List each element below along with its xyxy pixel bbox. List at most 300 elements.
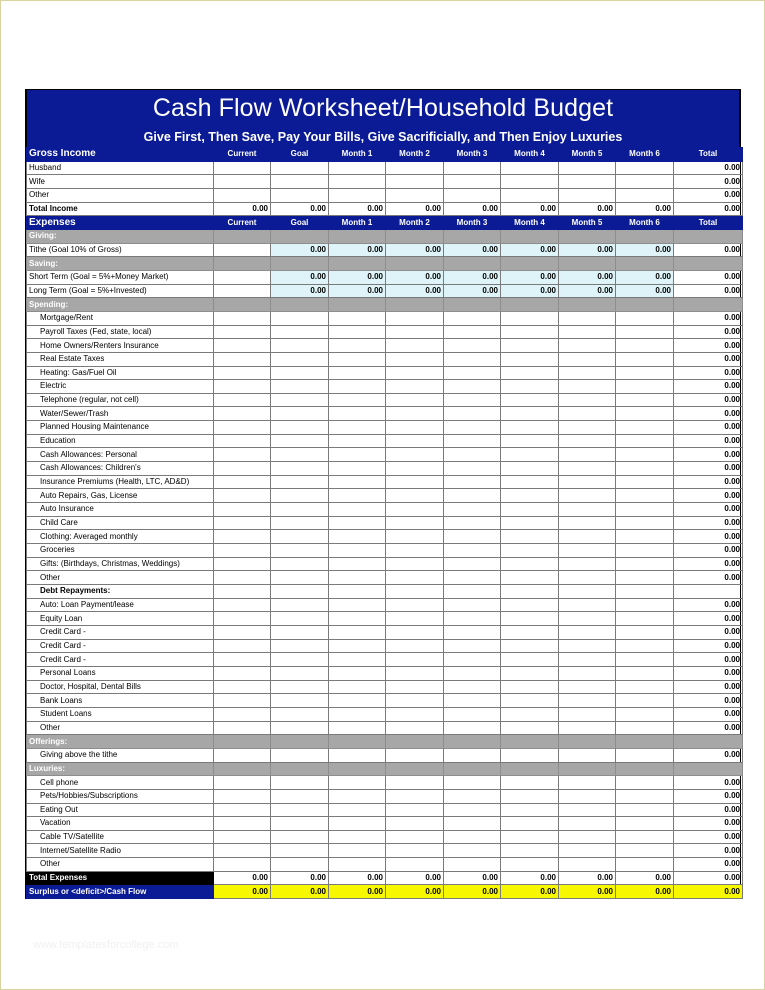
entry-cell[interactable]: [386, 789, 444, 803]
entry-cell[interactable]: [386, 776, 444, 790]
goal-value[interactable]: 0.00: [501, 243, 559, 257]
entry-cell[interactable]: [444, 544, 501, 558]
entry-cell[interactable]: [386, 721, 444, 735]
goal-value[interactable]: 0.00: [329, 270, 386, 284]
entry-cell[interactable]: [501, 380, 559, 394]
entry-cell[interactable]: [501, 475, 559, 489]
entry-cell[interactable]: [214, 325, 271, 339]
entry-cell[interactable]: [616, 407, 674, 421]
entry-cell[interactable]: [271, 612, 329, 626]
entry-cell[interactable]: [501, 830, 559, 844]
entry-cell[interactable]: [501, 544, 559, 558]
goal-value[interactable]: 0.00: [271, 270, 329, 284]
entry-cell[interactable]: [559, 366, 616, 380]
goal-value[interactable]: 0.00: [559, 243, 616, 257]
entry-cell[interactable]: [271, 339, 329, 353]
entry-cell[interactable]: [214, 448, 271, 462]
entry-cell[interactable]: [329, 844, 386, 858]
entry-cell[interactable]: [271, 475, 329, 489]
entry-cell[interactable]: [386, 680, 444, 694]
entry-cell[interactable]: [271, 544, 329, 558]
entry-cell[interactable]: [501, 653, 559, 667]
entry-cell[interactable]: [559, 421, 616, 435]
entry-cell[interactable]: [214, 175, 271, 189]
entry-cell[interactable]: [559, 448, 616, 462]
entry-cell[interactable]: [214, 707, 271, 721]
entry-cell[interactable]: [444, 571, 501, 585]
entry-cell[interactable]: [214, 789, 271, 803]
entry-cell[interactable]: [271, 598, 329, 612]
entry-cell[interactable]: [329, 612, 386, 626]
entry-cell[interactable]: [444, 653, 501, 667]
entry-cell[interactable]: [214, 544, 271, 558]
entry-cell[interactable]: [214, 530, 271, 544]
entry-cell[interactable]: [329, 625, 386, 639]
entry-cell[interactable]: [616, 380, 674, 394]
goal-value[interactable]: 0.00: [271, 284, 329, 298]
entry-cell[interactable]: [444, 352, 501, 366]
entry-cell[interactable]: [386, 161, 444, 175]
entry-cell[interactable]: [214, 653, 271, 667]
entry-cell[interactable]: [616, 639, 674, 653]
goal-value[interactable]: 0.00: [329, 243, 386, 257]
entry-cell[interactable]: [214, 489, 271, 503]
entry-cell[interactable]: [444, 434, 501, 448]
entry-cell[interactable]: [329, 393, 386, 407]
entry-cell[interactable]: [501, 639, 559, 653]
goal-value[interactable]: 0.00: [559, 284, 616, 298]
entry-cell[interactable]: [559, 625, 616, 639]
entry-cell[interactable]: [214, 666, 271, 680]
goal-value[interactable]: 0.00: [329, 284, 386, 298]
entry-cell[interactable]: [214, 270, 271, 284]
entry-cell[interactable]: [386, 844, 444, 858]
entry-cell[interactable]: [271, 694, 329, 708]
entry-cell[interactable]: [386, 489, 444, 503]
entry-cell[interactable]: [329, 789, 386, 803]
entry-cell[interactable]: [501, 817, 559, 831]
entry-cell[interactable]: [501, 393, 559, 407]
entry-cell[interactable]: [329, 557, 386, 571]
entry-cell[interactable]: [386, 707, 444, 721]
entry-cell[interactable]: [559, 776, 616, 790]
entry-cell[interactable]: [271, 557, 329, 571]
entry-cell[interactable]: [386, 339, 444, 353]
entry-cell[interactable]: [616, 475, 674, 489]
entry-cell[interactable]: [616, 803, 674, 817]
entry-cell[interactable]: [271, 721, 329, 735]
entry-cell[interactable]: [616, 448, 674, 462]
entry-cell[interactable]: [271, 803, 329, 817]
entry-cell[interactable]: [271, 789, 329, 803]
entry-cell[interactable]: [329, 530, 386, 544]
entry-cell[interactable]: [214, 694, 271, 708]
entry-cell[interactable]: [559, 325, 616, 339]
entry-cell[interactable]: [559, 557, 616, 571]
entry-cell[interactable]: [559, 161, 616, 175]
entry-cell[interactable]: [444, 748, 501, 762]
entry-cell[interactable]: [329, 803, 386, 817]
entry-cell[interactable]: [271, 325, 329, 339]
goal-value[interactable]: 0.00: [616, 284, 674, 298]
goal-value[interactable]: 0.00: [444, 284, 501, 298]
entry-cell[interactable]: [214, 639, 271, 653]
entry-cell[interactable]: [444, 407, 501, 421]
entry-cell[interactable]: [386, 803, 444, 817]
entry-cell[interactable]: [386, 858, 444, 872]
entry-cell[interactable]: [214, 421, 271, 435]
entry-cell[interactable]: [559, 612, 616, 626]
entry-cell[interactable]: [501, 844, 559, 858]
entry-cell[interactable]: [329, 462, 386, 476]
entry-cell[interactable]: [616, 188, 674, 202]
entry-cell[interactable]: [271, 434, 329, 448]
entry-cell[interactable]: [271, 844, 329, 858]
entry-cell[interactable]: [501, 530, 559, 544]
entry-cell[interactable]: [214, 380, 271, 394]
entry-cell[interactable]: [329, 817, 386, 831]
entry-cell[interactable]: [214, 407, 271, 421]
entry-cell[interactable]: [214, 612, 271, 626]
entry-cell[interactable]: [559, 188, 616, 202]
entry-cell[interactable]: [616, 694, 674, 708]
entry-cell[interactable]: [559, 639, 616, 653]
entry-cell[interactable]: [271, 503, 329, 517]
entry-cell[interactable]: [501, 462, 559, 476]
entry-cell[interactable]: [329, 188, 386, 202]
entry-cell[interactable]: [559, 803, 616, 817]
entry-cell[interactable]: [559, 407, 616, 421]
entry-cell[interactable]: [329, 311, 386, 325]
entry-cell[interactable]: [501, 680, 559, 694]
entry-cell[interactable]: [616, 489, 674, 503]
entry-cell[interactable]: [444, 844, 501, 858]
entry-cell[interactable]: [386, 516, 444, 530]
entry-cell[interactable]: [214, 680, 271, 694]
entry-cell[interactable]: [501, 694, 559, 708]
entry-cell[interactable]: [501, 516, 559, 530]
entry-cell[interactable]: [501, 325, 559, 339]
entry-cell[interactable]: [559, 858, 616, 872]
entry-cell[interactable]: [559, 380, 616, 394]
entry-cell[interactable]: [559, 475, 616, 489]
entry-cell[interactable]: [559, 544, 616, 558]
entry-cell[interactable]: [444, 598, 501, 612]
entry-cell[interactable]: [271, 188, 329, 202]
entry-cell[interactable]: [501, 612, 559, 626]
entry-cell[interactable]: [616, 434, 674, 448]
entry-cell[interactable]: [214, 516, 271, 530]
entry-cell[interactable]: [386, 448, 444, 462]
entry-cell[interactable]: [329, 830, 386, 844]
entry-cell[interactable]: [271, 366, 329, 380]
entry-cell[interactable]: [386, 625, 444, 639]
entry-cell[interactable]: [271, 776, 329, 790]
entry-cell[interactable]: [559, 817, 616, 831]
entry-cell[interactable]: [386, 530, 444, 544]
entry-cell[interactable]: [386, 352, 444, 366]
entry-cell[interactable]: [559, 175, 616, 189]
entry-cell[interactable]: [214, 503, 271, 517]
entry-cell[interactable]: [501, 503, 559, 517]
goal-value[interactable]: 0.00: [386, 284, 444, 298]
entry-cell[interactable]: [616, 393, 674, 407]
entry-cell[interactable]: [386, 421, 444, 435]
entry-cell[interactable]: [501, 339, 559, 353]
entry-cell[interactable]: [271, 530, 329, 544]
entry-cell[interactable]: [616, 625, 674, 639]
entry-cell[interactable]: [271, 653, 329, 667]
entry-cell[interactable]: [559, 489, 616, 503]
entry-cell[interactable]: [444, 489, 501, 503]
entry-cell[interactable]: [329, 776, 386, 790]
entry-cell[interactable]: [386, 503, 444, 517]
entry-cell[interactable]: [444, 475, 501, 489]
entry-cell[interactable]: [444, 789, 501, 803]
entry-cell[interactable]: [329, 571, 386, 585]
entry-cell[interactable]: [444, 161, 501, 175]
entry-cell[interactable]: [559, 311, 616, 325]
entry-cell[interactable]: [616, 311, 674, 325]
entry-cell[interactable]: [214, 557, 271, 571]
entry-cell[interactable]: [214, 352, 271, 366]
entry-cell[interactable]: [386, 366, 444, 380]
entry-cell[interactable]: [329, 666, 386, 680]
entry-cell[interactable]: [559, 844, 616, 858]
entry-cell[interactable]: [444, 858, 501, 872]
entry-cell[interactable]: [329, 366, 386, 380]
entry-cell[interactable]: [386, 557, 444, 571]
entry-cell[interactable]: [616, 830, 674, 844]
entry-cell[interactable]: [444, 803, 501, 817]
entry-cell[interactable]: [271, 830, 329, 844]
entry-cell[interactable]: [329, 653, 386, 667]
entry-cell[interactable]: [559, 748, 616, 762]
entry-cell[interactable]: [214, 858, 271, 872]
entry-cell[interactable]: [616, 516, 674, 530]
entry-cell[interactable]: [501, 489, 559, 503]
entry-cell[interactable]: [444, 311, 501, 325]
entry-cell[interactable]: [386, 544, 444, 558]
entry-cell[interactable]: [501, 598, 559, 612]
entry-cell[interactable]: [271, 407, 329, 421]
entry-cell[interactable]: [444, 188, 501, 202]
entry-cell[interactable]: [444, 503, 501, 517]
entry-cell[interactable]: [271, 639, 329, 653]
entry-cell[interactable]: [329, 407, 386, 421]
entry-cell[interactable]: [501, 666, 559, 680]
entry-cell[interactable]: [616, 612, 674, 626]
entry-cell[interactable]: [214, 830, 271, 844]
entry-cell[interactable]: [386, 612, 444, 626]
entry-cell[interactable]: [444, 393, 501, 407]
entry-cell[interactable]: [271, 462, 329, 476]
entry-cell[interactable]: [616, 339, 674, 353]
entry-cell[interactable]: [214, 748, 271, 762]
entry-cell[interactable]: [444, 557, 501, 571]
entry-cell[interactable]: [271, 175, 329, 189]
entry-cell[interactable]: [616, 789, 674, 803]
entry-cell[interactable]: [616, 707, 674, 721]
entry-cell[interactable]: [386, 311, 444, 325]
entry-cell[interactable]: [616, 817, 674, 831]
entry-cell[interactable]: [386, 175, 444, 189]
entry-cell[interactable]: [271, 571, 329, 585]
entry-cell[interactable]: [501, 625, 559, 639]
goal-value[interactable]: 0.00: [501, 270, 559, 284]
entry-cell[interactable]: [559, 653, 616, 667]
entry-cell[interactable]: [329, 544, 386, 558]
entry-cell[interactable]: [386, 325, 444, 339]
entry-cell[interactable]: [271, 489, 329, 503]
entry-cell[interactable]: [386, 639, 444, 653]
goal-value[interactable]: 0.00: [616, 270, 674, 284]
entry-cell[interactable]: [329, 639, 386, 653]
entry-cell[interactable]: [559, 530, 616, 544]
entry-cell[interactable]: [444, 462, 501, 476]
entry-cell[interactable]: [559, 339, 616, 353]
goal-value[interactable]: 0.00: [616, 243, 674, 257]
entry-cell[interactable]: [386, 571, 444, 585]
entry-cell[interactable]: [444, 817, 501, 831]
entry-cell[interactable]: [329, 680, 386, 694]
entry-cell[interactable]: [444, 721, 501, 735]
entry-cell[interactable]: [214, 625, 271, 639]
entry-cell[interactable]: [501, 858, 559, 872]
entry-cell[interactable]: [501, 789, 559, 803]
entry-cell[interactable]: [501, 803, 559, 817]
entry-cell[interactable]: [616, 421, 674, 435]
entry-cell[interactable]: [386, 475, 444, 489]
entry-cell[interactable]: [559, 789, 616, 803]
entry-cell[interactable]: [329, 748, 386, 762]
entry-cell[interactable]: [329, 489, 386, 503]
entry-cell[interactable]: [559, 680, 616, 694]
entry-cell[interactable]: [616, 858, 674, 872]
entry-cell[interactable]: [271, 393, 329, 407]
entry-cell[interactable]: [559, 352, 616, 366]
entry-cell[interactable]: [386, 817, 444, 831]
entry-cell[interactable]: [501, 707, 559, 721]
entry-cell[interactable]: [214, 462, 271, 476]
entry-cell[interactable]: [329, 175, 386, 189]
entry-cell[interactable]: [444, 339, 501, 353]
entry-cell[interactable]: [214, 776, 271, 790]
entry-cell[interactable]: [616, 462, 674, 476]
entry-cell[interactable]: [444, 680, 501, 694]
entry-cell[interactable]: [214, 188, 271, 202]
entry-cell[interactable]: [271, 380, 329, 394]
entry-cell[interactable]: [386, 666, 444, 680]
entry-cell[interactable]: [616, 161, 674, 175]
entry-cell[interactable]: [214, 366, 271, 380]
entry-cell[interactable]: [616, 776, 674, 790]
entry-cell[interactable]: [559, 598, 616, 612]
entry-cell[interactable]: [271, 858, 329, 872]
entry-cell[interactable]: [329, 434, 386, 448]
entry-cell[interactable]: [271, 625, 329, 639]
goal-value[interactable]: 0.00: [501, 284, 559, 298]
entry-cell[interactable]: [214, 571, 271, 585]
entry-cell[interactable]: [444, 175, 501, 189]
entry-cell[interactable]: [501, 721, 559, 735]
goal-value[interactable]: 0.00: [386, 270, 444, 284]
entry-cell[interactable]: [616, 557, 674, 571]
entry-cell[interactable]: [616, 352, 674, 366]
entry-cell[interactable]: [444, 516, 501, 530]
entry-cell[interactable]: [444, 448, 501, 462]
entry-cell[interactable]: [444, 830, 501, 844]
entry-cell[interactable]: [271, 421, 329, 435]
entry-cell[interactable]: [271, 748, 329, 762]
entry-cell[interactable]: [271, 707, 329, 721]
entry-cell[interactable]: [559, 694, 616, 708]
entry-cell[interactable]: [444, 380, 501, 394]
entry-cell[interactable]: [329, 503, 386, 517]
entry-cell[interactable]: [501, 748, 559, 762]
entry-cell[interactable]: [329, 352, 386, 366]
entry-cell[interactable]: [616, 844, 674, 858]
entry-cell[interactable]: [386, 434, 444, 448]
entry-cell[interactable]: [559, 666, 616, 680]
entry-cell[interactable]: [386, 188, 444, 202]
entry-cell[interactable]: [616, 598, 674, 612]
entry-cell[interactable]: [271, 666, 329, 680]
entry-cell[interactable]: [559, 516, 616, 530]
entry-cell[interactable]: [616, 748, 674, 762]
entry-cell[interactable]: [559, 393, 616, 407]
entry-cell[interactable]: [501, 311, 559, 325]
entry-cell[interactable]: [616, 721, 674, 735]
entry-cell[interactable]: [501, 571, 559, 585]
goal-value[interactable]: 0.00: [271, 243, 329, 257]
entry-cell[interactable]: [386, 830, 444, 844]
entry-cell[interactable]: [386, 653, 444, 667]
entry-cell[interactable]: [616, 366, 674, 380]
entry-cell[interactable]: [559, 830, 616, 844]
entry-cell[interactable]: [386, 407, 444, 421]
entry-cell[interactable]: [501, 175, 559, 189]
goal-value[interactable]: 0.00: [559, 270, 616, 284]
entry-cell[interactable]: [214, 311, 271, 325]
entry-cell[interactable]: [214, 393, 271, 407]
entry-cell[interactable]: [616, 325, 674, 339]
entry-cell[interactable]: [329, 421, 386, 435]
entry-cell[interactable]: [386, 694, 444, 708]
entry-cell[interactable]: [386, 380, 444, 394]
entry-cell[interactable]: [329, 448, 386, 462]
entry-cell[interactable]: [501, 776, 559, 790]
entry-cell[interactable]: [444, 639, 501, 653]
entry-cell[interactable]: [214, 161, 271, 175]
entry-cell[interactable]: [444, 776, 501, 790]
entry-cell[interactable]: [559, 707, 616, 721]
entry-cell[interactable]: [559, 571, 616, 585]
goal-value[interactable]: 0.00: [444, 243, 501, 257]
entry-cell[interactable]: [329, 721, 386, 735]
entry-cell[interactable]: [386, 748, 444, 762]
entry-cell[interactable]: [214, 434, 271, 448]
entry-cell[interactable]: [329, 707, 386, 721]
entry-cell[interactable]: [501, 407, 559, 421]
entry-cell[interactable]: [444, 707, 501, 721]
entry-cell[interactable]: [386, 598, 444, 612]
entry-cell[interactable]: [616, 530, 674, 544]
entry-cell[interactable]: [329, 516, 386, 530]
entry-cell[interactable]: [271, 448, 329, 462]
entry-cell[interactable]: [616, 175, 674, 189]
entry-cell[interactable]: [386, 462, 444, 476]
